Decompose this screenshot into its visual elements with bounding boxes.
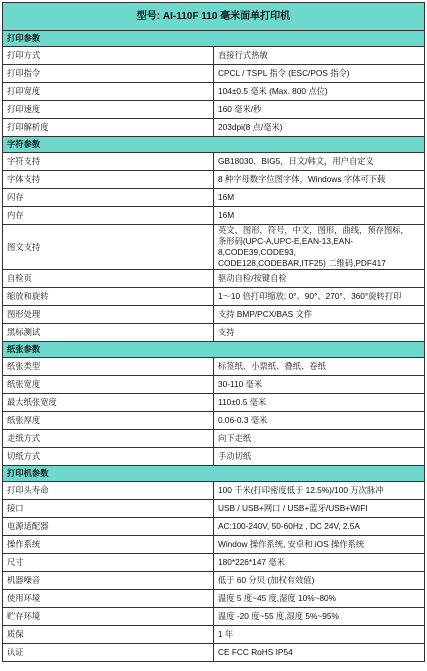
- spec-value: 1～10 倍打印缩放; 0°、90°、270°、360°旋转打印: [214, 288, 425, 306]
- spec-row: [3, 225, 425, 270]
- spec-label: 纸张类型: [3, 358, 214, 376]
- spec-label: 字符支持: [3, 153, 214, 171]
- spec-value: CE FCC RoHS IP54: [214, 644, 425, 662]
- spec-row: [3, 626, 425, 644]
- spec-row: [3, 189, 425, 207]
- spec-row: [3, 83, 425, 101]
- spec-label: 打印方式: [3, 47, 214, 65]
- spec-label: 图文支持: [3, 225, 214, 270]
- spec-value: 30-110 毫米: [214, 376, 425, 394]
- spec-row: [3, 376, 425, 394]
- spec-row: [3, 101, 425, 119]
- spec-row: [3, 554, 425, 572]
- spec-label: 纸张宽度: [3, 376, 214, 394]
- spec-value: 203dpi(8 点/毫米): [214, 119, 425, 137]
- spec-value: 标签纸、小票纸、叠纸、卷纸: [214, 358, 425, 376]
- spec-label: 质保: [3, 626, 214, 644]
- title-row: [3, 3, 425, 31]
- spec-label: 机器噪音: [3, 572, 214, 590]
- spec-row: [3, 171, 425, 189]
- spec-row: [3, 207, 425, 225]
- spec-value: 温度 5 度~45 度,湿度 10%~80%: [214, 590, 425, 608]
- spec-label: 闪存: [3, 189, 214, 207]
- section-header: 打印机参数: [3, 466, 425, 482]
- spec-value: 支持 BMP/PCX/BAS 文件: [214, 306, 425, 324]
- spec-label: 最大纸张宽度: [3, 394, 214, 412]
- spec-label: 打印指令: [3, 65, 214, 83]
- spec-value: 16M: [214, 207, 425, 225]
- spec-label: 贮存环境: [3, 608, 214, 626]
- spec-value: 8 种字母数字位图字体，Windows 字体可下载: [214, 171, 425, 189]
- spec-row: [3, 482, 425, 500]
- spec-label: 接口: [3, 500, 214, 518]
- spec-table: [2, 2, 425, 662]
- section-header-row: [3, 466, 425, 482]
- spec-row: [3, 324, 425, 342]
- spec-label: 电源适配器: [3, 518, 214, 536]
- spec-row: [3, 412, 425, 430]
- spec-label: 打印速度: [3, 101, 214, 119]
- spec-row: [3, 306, 425, 324]
- spec-label: 走纸方式: [3, 430, 214, 448]
- spec-value: 1 年: [214, 626, 425, 644]
- spec-label: 黑标测试: [3, 324, 214, 342]
- spec-label: 打印宽度: [3, 83, 214, 101]
- spec-value: 低于 60 分贝 (加权有效值): [214, 572, 425, 590]
- spec-label: 打印解析度: [3, 119, 214, 137]
- spec-row: [3, 448, 425, 466]
- spec-value: 驱动自检/按键自检: [214, 270, 425, 288]
- spec-value: CPCL / TSPL 指令 (ESC/POS 指令): [214, 65, 425, 83]
- section-header: 打印参数: [3, 31, 425, 47]
- spec-row: [3, 608, 425, 626]
- spec-row: [3, 590, 425, 608]
- spec-value: Window 操作系统, 安卓和 iOS 操作系统: [214, 536, 425, 554]
- spec-value: 支持: [214, 324, 425, 342]
- spec-label: 缩放和旋转: [3, 288, 214, 306]
- spec-row: [3, 430, 425, 448]
- spec-label: 自检页: [3, 270, 214, 288]
- spec-label: 操作系统: [3, 536, 214, 554]
- spec-row: [3, 153, 425, 171]
- spec-value: 100 千米(打印密度低于 12.5%)/100 万次脉冲: [214, 482, 425, 500]
- spec-value: 16M: [214, 189, 425, 207]
- spec-label: 认证: [3, 644, 214, 662]
- spec-row: [3, 119, 425, 137]
- spec-row: [3, 270, 425, 288]
- section-header: 字符参数: [3, 137, 425, 153]
- spec-row: [3, 500, 425, 518]
- spec-value: 英文，图形，符号，中文，图形，曲线，预存图标， 条形码(UPC-A,UPC-E,EAN-13,EAN-8,CODE39,CODE93, CODE128,CODEBAR,ITF25) 二维码,PDF417: [214, 225, 425, 270]
- spec-row: [3, 644, 425, 662]
- spec-row: [3, 358, 425, 376]
- spec-value: 0.06-0.3 毫米: [214, 412, 425, 430]
- spec-row: [3, 47, 425, 65]
- spec-value: 180*226*147 毫米: [214, 554, 425, 572]
- spec-row: [3, 394, 425, 412]
- spec-value: 110±0.5 毫米: [214, 394, 425, 412]
- spec-value: AC:100-240V, 50-60Hz , DC 24V, 2.5A: [214, 518, 425, 536]
- spec-title: 型号: AI-110F 110 毫米面单打印机: [3, 3, 425, 31]
- spec-value: 直接行式热敏: [214, 47, 425, 65]
- section-header: 纸张参数: [3, 342, 425, 358]
- spec-label: 图形处理: [3, 306, 214, 324]
- spec-value: 温度 -20 度~55 度,湿度 5%~95%: [214, 608, 425, 626]
- spec-label: 切纸方式: [3, 448, 214, 466]
- section-header-row: [3, 31, 425, 47]
- spec-row: [3, 518, 425, 536]
- spec-label: 纸张厚度: [3, 412, 214, 430]
- spec-row: [3, 288, 425, 306]
- spec-row: [3, 572, 425, 590]
- spec-label: 字体支持: [3, 171, 214, 189]
- spec-label: 尺寸: [3, 554, 214, 572]
- spec-label: 使用环境: [3, 590, 214, 608]
- section-header-row: [3, 342, 425, 358]
- spec-label: 内存: [3, 207, 214, 225]
- spec-value: 手动切纸: [214, 448, 425, 466]
- spec-value: 向下走纸: [214, 430, 425, 448]
- spec-row: [3, 536, 425, 554]
- spec-value: 160 毫米/秒: [214, 101, 425, 119]
- section-header-row: [3, 137, 425, 153]
- spec-value: GB18030、BIG5，日文/韩文，用户自定义: [214, 153, 425, 171]
- spec-value: USB / USB+网口 / USB+蓝牙/USB+WIFI: [214, 500, 425, 518]
- spec-label: 打印头寿命: [3, 482, 214, 500]
- spec-value: 104±0.5 毫米 (Max. 800 点位): [214, 83, 425, 101]
- spec-row: [3, 65, 425, 83]
- spec-sheet: [2, 2, 425, 662]
